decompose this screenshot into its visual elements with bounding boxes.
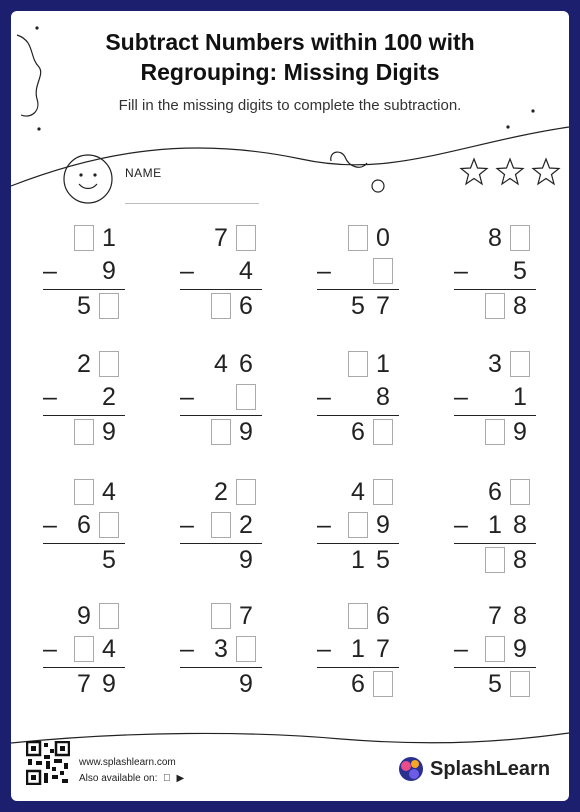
subtraction-problem [454, 601, 536, 701]
missing-digit-box[interactable] [485, 419, 505, 445]
digit: 9 [102, 669, 116, 698]
digit: 7 [239, 601, 253, 630]
subtrahend-row [69, 382, 119, 412]
answer-line [43, 543, 125, 544]
subtrahend-row [69, 634, 119, 664]
missing-digit-box[interactable] [348, 225, 368, 251]
minus-sign: – [454, 383, 468, 411]
missing-digit-box[interactable] [373, 479, 393, 505]
digit [211, 547, 231, 573]
missing-digit-box[interactable] [74, 636, 94, 662]
minuend-row [206, 601, 256, 631]
minus-sign: – [317, 383, 331, 411]
minus-sign: – [43, 383, 57, 411]
subtrahend-row [343, 634, 393, 664]
digit: 6 [376, 601, 390, 630]
difference-row [206, 669, 256, 699]
subtrahend-row [69, 510, 119, 540]
difference-row [480, 291, 530, 321]
subtraction-problem [454, 349, 536, 449]
digit [74, 547, 94, 573]
minus-sign: – [454, 257, 468, 285]
digit [74, 258, 94, 284]
digit: 4 [102, 477, 116, 506]
play-store-icon[interactable]: ▶ [168, 773, 177, 784]
subtraction-problem [180, 601, 262, 701]
footer-wave-divider [11, 729, 569, 749]
minuend-row [206, 349, 256, 379]
digit: 9 [513, 634, 527, 663]
answer-line [454, 415, 536, 416]
subtrahend-row [480, 382, 530, 412]
missing-digit-box[interactable] [510, 671, 530, 697]
difference-row [480, 545, 530, 575]
missing-digit-box[interactable] [510, 351, 530, 377]
worksheet-title-line2: Regrouping: Missing Digits [140, 59, 440, 85]
digit: 3 [488, 349, 502, 378]
digit: 7 [488, 601, 502, 630]
digit: 1 [513, 382, 527, 411]
subtraction-problem [180, 477, 262, 577]
digit [485, 258, 505, 284]
missing-digit-box[interactable] [99, 512, 119, 538]
minus-sign: – [454, 635, 468, 663]
missing-digit-box[interactable] [211, 603, 231, 629]
digit: 8 [513, 291, 527, 320]
answer-line [454, 667, 536, 668]
answer-line [317, 415, 399, 416]
digit [348, 258, 368, 284]
missing-digit-box[interactable] [74, 419, 94, 445]
minus-sign: – [317, 511, 331, 539]
digit: 8 [376, 382, 390, 411]
digit: 2 [239, 510, 253, 539]
subtraction-problem [454, 477, 536, 577]
subtraction-problem [180, 349, 262, 449]
digit [348, 384, 368, 410]
subtrahend-row [480, 256, 530, 286]
subtrahend-row [343, 510, 393, 540]
missing-digit-box[interactable] [211, 419, 231, 445]
answer-line [317, 289, 399, 290]
minus-sign: – [454, 511, 468, 539]
brand-logo [397, 755, 550, 783]
digit: 9 [102, 417, 116, 446]
minuend-row [343, 223, 393, 253]
answer-line [454, 543, 536, 544]
minuend-row [206, 477, 256, 507]
missing-digit-box[interactable] [510, 225, 530, 251]
digit: 9 [239, 417, 253, 446]
missing-digit-box[interactable] [236, 225, 256, 251]
digit: 1 [102, 223, 116, 252]
brand-name: SplashLearn [430, 757, 551, 780]
subtraction-problem [317, 223, 399, 323]
digit: 3 [214, 634, 228, 663]
missing-digit-box[interactable] [510, 479, 530, 505]
digit: 1 [351, 634, 365, 663]
subtraction-problem [180, 223, 262, 323]
digit: 7 [214, 223, 228, 252]
missing-digit-box[interactable] [485, 636, 505, 662]
subtrahend-row [343, 382, 393, 412]
subtraction-problem [43, 477, 125, 577]
digit: 5 [488, 669, 502, 698]
digit: 5 [102, 545, 116, 574]
subtraction-problem [43, 601, 125, 701]
minuend-row [480, 477, 530, 507]
digit: 8 [513, 545, 527, 574]
subtraction-problem [317, 601, 399, 701]
missing-digit-box[interactable] [348, 351, 368, 377]
digit: 9 [77, 601, 91, 630]
digit: 9 [513, 417, 527, 446]
website-link[interactable]: www.splashlearn.com [79, 757, 176, 768]
answer-line [180, 289, 262, 290]
answer-line [43, 667, 125, 668]
missing-digit-box[interactable] [74, 225, 94, 251]
minuend-row [343, 477, 393, 507]
worksheet-page [11, 11, 569, 801]
name-label: NAME [125, 166, 162, 180]
digit: 9 [376, 510, 390, 539]
digit: 9 [239, 545, 253, 574]
missing-digit-box[interactable] [211, 512, 231, 538]
available-on-text [79, 773, 184, 784]
difference-row [69, 291, 119, 321]
digit: 5 [376, 545, 390, 574]
subtrahend-row [206, 382, 256, 412]
digit: 8 [513, 510, 527, 539]
splashlearn-logo-icon [397, 755, 425, 783]
digit: 6 [351, 669, 365, 698]
subtraction-problem [317, 477, 399, 577]
difference-row [69, 669, 119, 699]
subtrahend-row [343, 256, 393, 286]
minuend-row [69, 349, 119, 379]
digit: 4 [239, 256, 253, 285]
difference-row [206, 417, 256, 447]
digit: 9 [239, 669, 253, 698]
answer-line [180, 415, 262, 416]
difference-row [343, 417, 393, 447]
minus-sign: – [180, 635, 194, 663]
apple-icon[interactable] [163, 773, 171, 784]
missing-digit-box[interactable] [236, 636, 256, 662]
digit: 1 [376, 349, 390, 378]
subtraction-problem [43, 349, 125, 449]
missing-digit-box[interactable] [99, 351, 119, 377]
minuend-row [480, 601, 530, 631]
missing-digit-box[interactable] [236, 479, 256, 505]
difference-row [343, 291, 393, 321]
answer-line [454, 289, 536, 290]
digit [211, 258, 231, 284]
missing-digit-box[interactable] [348, 603, 368, 629]
digit: 4 [102, 634, 116, 663]
answer-line [317, 667, 399, 668]
missing-digit-box[interactable] [373, 419, 393, 445]
missing-digit-box[interactable] [373, 258, 393, 284]
digit: 9 [102, 256, 116, 285]
missing-digit-box[interactable] [211, 293, 231, 319]
missing-digit-box[interactable] [74, 479, 94, 505]
digit: 5 [351, 291, 365, 320]
worksheet-title-line1: Subtract Numbers within 100 with [105, 29, 475, 55]
minus-sign: – [317, 257, 331, 285]
digit: 8 [513, 601, 527, 630]
digit [485, 384, 505, 410]
subtrahend-row [69, 256, 119, 286]
smiley-face-icon [62, 153, 114, 205]
subtrahend-row [206, 510, 256, 540]
digit [211, 671, 231, 697]
digit: 2 [102, 382, 116, 411]
subtraction-problem [454, 223, 536, 323]
digit: 7 [77, 669, 91, 698]
minus-sign: – [180, 511, 194, 539]
minus-sign: – [43, 511, 57, 539]
minus-sign: – [180, 257, 194, 285]
minus-sign: – [317, 635, 331, 663]
minus-sign: – [180, 383, 194, 411]
missing-digit-box[interactable] [236, 384, 256, 410]
missing-digit-box[interactable] [485, 293, 505, 319]
digit: 5 [77, 291, 91, 320]
digit: 1 [351, 545, 365, 574]
subtrahend-row [206, 256, 256, 286]
subtrahend-row [480, 634, 530, 664]
minuend-row [69, 477, 119, 507]
digit: 7 [376, 291, 390, 320]
digit: 6 [239, 349, 253, 378]
difference-row [69, 545, 119, 575]
minuend-row [69, 223, 119, 253]
digit: 7 [376, 634, 390, 663]
digit: 6 [488, 477, 502, 506]
missing-digit-box[interactable] [485, 547, 505, 573]
answer-line [317, 543, 399, 544]
available-on-label: Also available on: [79, 773, 158, 784]
missing-digit-box[interactable] [373, 671, 393, 697]
digit: 1 [488, 510, 502, 539]
missing-digit-box[interactable] [99, 603, 119, 629]
minus-sign: – [43, 635, 57, 663]
digit: 6 [239, 291, 253, 320]
name-input-line[interactable] [125, 203, 259, 204]
difference-row [480, 417, 530, 447]
subtrahend-row [206, 634, 256, 664]
star-rating-icon [458, 157, 562, 187]
missing-digit-box[interactable] [99, 293, 119, 319]
difference-row [69, 417, 119, 447]
answer-line [43, 289, 125, 290]
minuend-row [69, 601, 119, 631]
digit: 8 [488, 223, 502, 252]
difference-row [480, 669, 530, 699]
minuend-row [343, 601, 393, 631]
answer-line [180, 667, 262, 668]
minuend-row [206, 223, 256, 253]
minuend-row [343, 349, 393, 379]
difference-row [343, 545, 393, 575]
subtraction-problem [43, 223, 125, 323]
subtrahend-row [480, 510, 530, 540]
difference-row [206, 545, 256, 575]
digit: 4 [351, 477, 365, 506]
difference-row [206, 291, 256, 321]
digit: 4 [214, 349, 228, 378]
subtraction-problem [317, 349, 399, 449]
digit [74, 384, 94, 410]
difference-row [343, 669, 393, 699]
instructions-text: Fill in the missing digits to complete the subtraction. [118, 97, 462, 114]
digit: 0 [376, 223, 390, 252]
digit: 2 [77, 349, 91, 378]
missing-digit-box[interactable] [348, 512, 368, 538]
answer-line [43, 415, 125, 416]
answer-line [180, 543, 262, 544]
digit: 5 [513, 256, 527, 285]
qr-code-icon [26, 741, 70, 785]
digit [211, 384, 231, 410]
minuend-row [480, 349, 530, 379]
digit: 6 [77, 510, 91, 539]
digit: 2 [214, 477, 228, 506]
minus-sign: – [43, 257, 57, 285]
digit: 6 [351, 417, 365, 446]
minuend-row [480, 223, 530, 253]
